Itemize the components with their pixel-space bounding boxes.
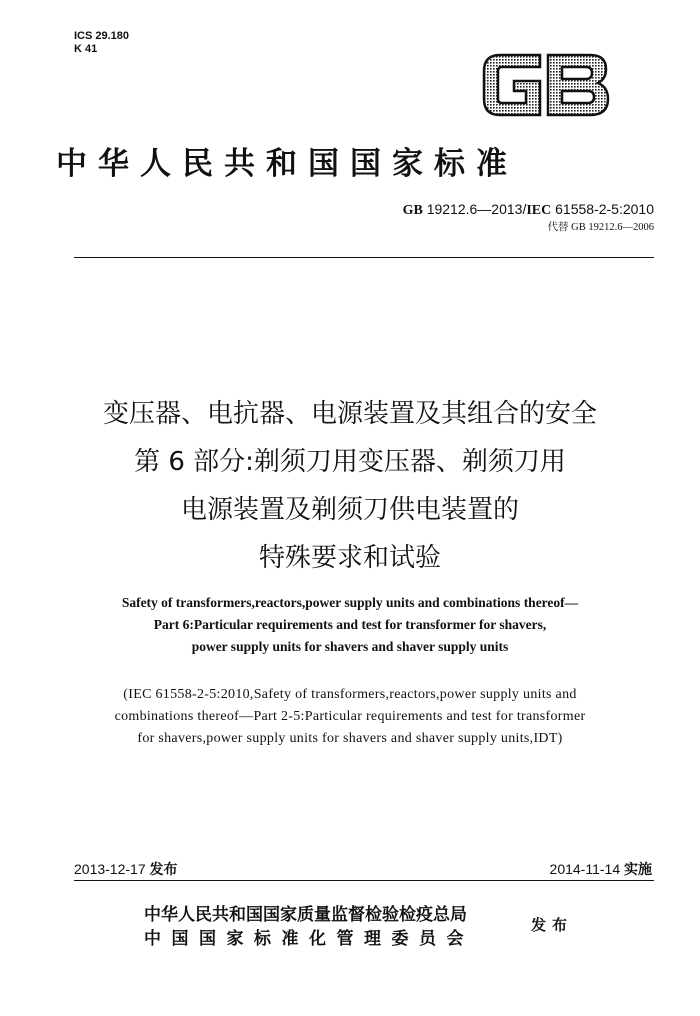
iec-reference: [30, 684, 670, 750]
chinese-title-line: 电源装置及剃须刀供电装置的: [180, 495, 519, 525]
implement-date-value: 2014-11-14: [549, 861, 621, 877]
iec-reference-line: (IEC 61558-2-5:2010,Safety of transformers,reactors,power supply units and: [123, 687, 577, 702]
english-title-line: Safety of transformers,reactors,power supply units and combinations thereof—: [121, 595, 579, 610]
svg-text:GB: GB: [478, 47, 480, 48]
iec-reference-line: for shavers,power supply units for shavers and shaver supply units,IDT): [137, 731, 563, 746]
standard-number: [403, 201, 654, 219]
chinese-title: [40, 390, 660, 582]
gb-logo: [478, 47, 612, 123]
chinese-title-line: 特殊要求和试验: [258, 543, 441, 573]
issue-date: [74, 859, 178, 879]
footer-divider: [74, 880, 654, 881]
issue-label: 发布: [149, 861, 178, 877]
standard-title: 中华人民共和国国家标准: [56, 146, 518, 182]
english-title: [30, 592, 670, 658]
chinese-title-line: 变压器、电抗器、电源装置及其组合的安全: [102, 399, 597, 429]
publish-label: 发布: [531, 916, 574, 934]
iec-reference-line: combinations thereof—Part 2-5:Particular requirements and test for transformer: [114, 709, 586, 724]
iec-number: 61558-2-5:2010: [551, 201, 654, 217]
implement-label: 实施: [624, 861, 652, 877]
gb-number: 19212.6—2013/: [426, 201, 527, 217]
classification-codes: [74, 30, 129, 56]
header-divider: [74, 257, 654, 258]
english-title-line: Part 6:Particular requirements and test for transformer for shavers,: [153, 617, 547, 632]
iec-prefix: IEC: [526, 203, 552, 218]
issuing-authorities: [144, 903, 474, 951]
chinese-title-line: 第 6 部分:剃须刀用变压器、剃须刀用: [134, 447, 566, 477]
issuer-aqsiq: 中华人民共和国国家质量监督检验检疫总局: [144, 905, 467, 925]
english-title-line: power supply units for shavers and shaver supply units: [191, 639, 509, 654]
issuer-sac: 中国国家标准化管理委员会: [144, 929, 474, 949]
ics-code: ICS 29.180: [74, 30, 130, 42]
ccs-code: K 41: [74, 43, 98, 55]
issue-date-value: 2013-12-17: [74, 861, 146, 877]
gb-prefix: GB: [402, 203, 423, 218]
implement-date: [550, 859, 652, 879]
replaces-note: 代替 GB 19212.6—2006: [547, 222, 654, 233]
